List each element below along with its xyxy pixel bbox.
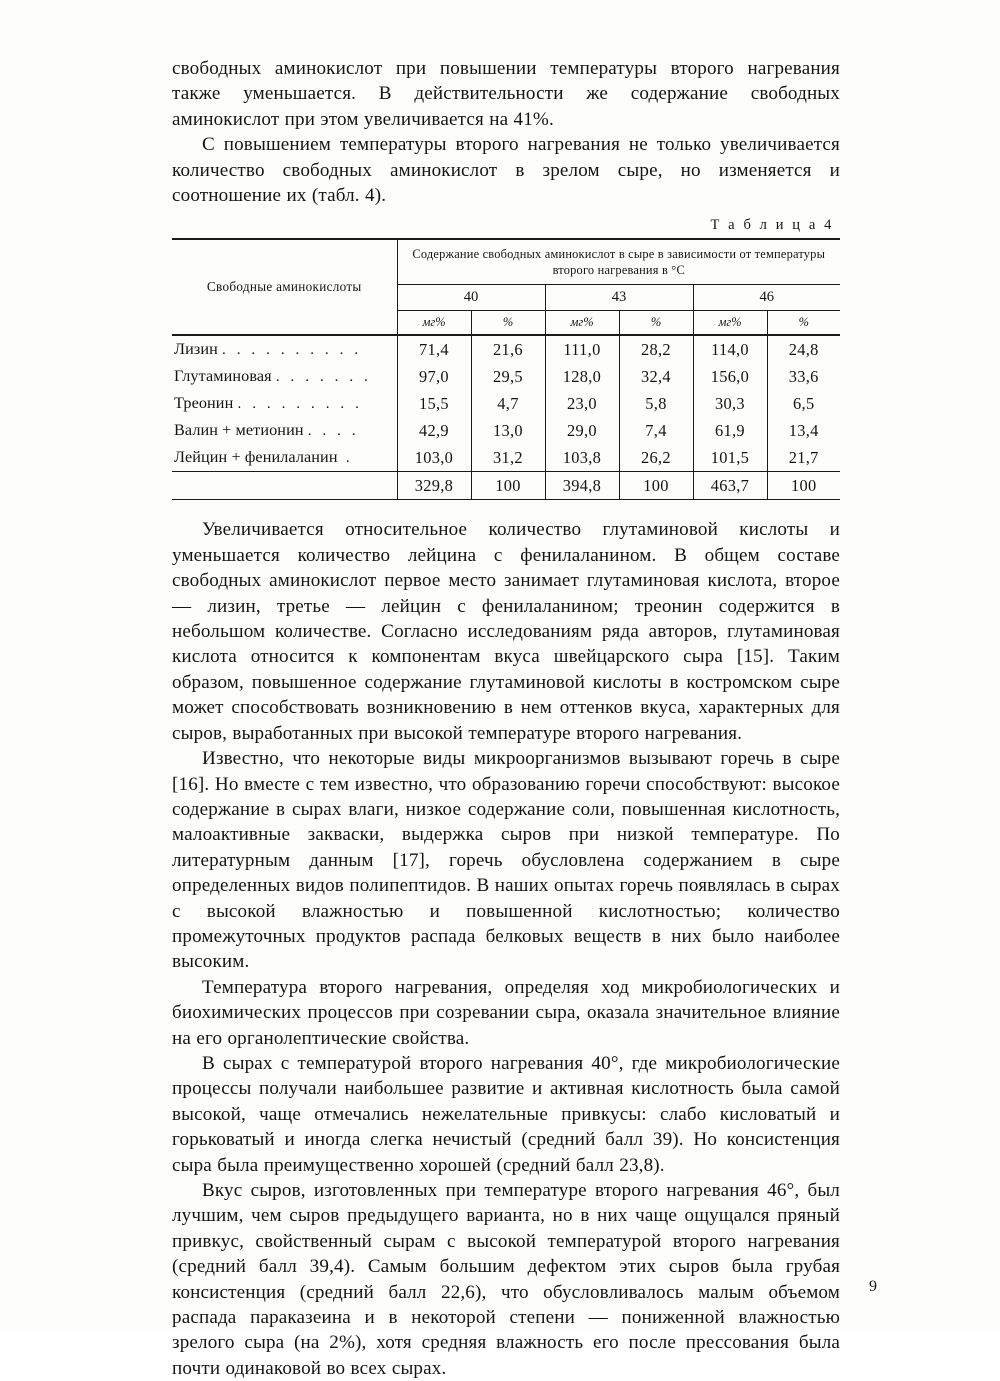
paragraph-discussion-4: В сырах с температурой второго нагревания 40°, где микробиологические процессы получали наибольшее развитие и активная кислотность была самой высокой, чаще отмечались нежелательные привкусы: слабо кисловатый и горьковатый и иногда слегка нечистый (средний балл 39). Но консистенция сыра была преимущественно хорошей (средний балл 23,8). xyxy=(172,1052,840,1176)
row-label-cell xyxy=(172,390,397,417)
unit-header-5: % xyxy=(767,311,840,336)
row-label-text: Валин + метионин xyxy=(174,421,304,440)
total-label-cell xyxy=(172,472,397,500)
row-label-cell xyxy=(172,417,397,444)
total-value: 463,7 xyxy=(693,472,767,500)
page-content xyxy=(172,56,840,1381)
cell-value: 23,0 xyxy=(545,390,619,417)
table-row xyxy=(172,363,840,390)
cell-value: 30,3 xyxy=(693,390,767,417)
cell-value: 21,7 xyxy=(767,444,840,472)
cell-value: 26,2 xyxy=(619,444,693,472)
total-value: 100 xyxy=(767,472,840,500)
cell-value: 28,2 xyxy=(619,335,693,363)
cell-value: 103,8 xyxy=(545,444,619,472)
cell-value: 103,0 xyxy=(397,444,471,472)
cell-value: 97,0 xyxy=(397,363,471,390)
cell-value: 111,0 xyxy=(545,335,619,363)
paragraph-discussion-2: Известно, что некоторые виды микроорганизмов вызывают горечь в сыре [16]. Но вместе с тем известно, что образованию горечи способствуют: высокое содержание в сырах влаги, низкое содержание соли, повышенная кислотность, малоактивные закваски, выдержка сыров при низкой температуре. По литературным данным [17], горечь обусловлена содержанием в сыре определенных видов полипептидов. В наших опытах горечь появлялась в сырах с высокой влажностью и повышенной кислотностью; количество промежуточных продуктов распада белковых веществ в них было наиболее высоким. xyxy=(172,748,840,973)
cell-value: 7,4 xyxy=(619,417,693,444)
temp-header-40: 40 xyxy=(397,285,545,311)
row-label-text: Глутаминовая xyxy=(174,367,272,386)
unit-header-4: мг% xyxy=(693,311,767,336)
dot-leader: . . . . . . . . . . xyxy=(222,342,362,359)
cell-value: 29,5 xyxy=(471,363,545,390)
table-span-header: Содержание свободных аминокислот в сыре в зависимости от температуры второго нагревания в °С xyxy=(397,240,840,285)
row-label-text: Лизин xyxy=(174,340,218,359)
cell-value: 128,0 xyxy=(545,363,619,390)
table-row xyxy=(172,335,840,363)
amino-acid-table xyxy=(172,238,840,500)
dot-leader: . . . . . . . xyxy=(275,369,372,386)
total-value: 100 xyxy=(471,472,545,500)
total-value: 100 xyxy=(619,472,693,500)
unit-header-1: % xyxy=(471,311,545,336)
cell-value: 32,4 xyxy=(619,363,693,390)
row-label-cell xyxy=(172,363,397,390)
cell-value: 31,2 xyxy=(471,444,545,472)
table-header-span-row xyxy=(172,240,840,285)
cell-value: 5,8 xyxy=(619,390,693,417)
dot-leader: . . . . . . . . . xyxy=(237,396,363,413)
paragraph-discussion-3: Температура второго нагревания, определяя ход микробиологических и биохимических процессов при созревании сыра, оказала значительное влияние на его органолептические свойства. xyxy=(172,976,840,1049)
discussion-text-block xyxy=(172,517,840,1381)
paragraph-discussion-5: Вкус сыров, изготовленных при температуре второго нагревания 46°, был лучшим, чем сыров предыдущего варианта, но в них чаще ощущался пряный привкус, свойственный сырам с высокой температурой второго нагревания (средний балл 39,4). Самым большим дефектом этих сыров была грубая консистенция (средний балл 22,6), что обусловливалось малым объемом распада параказеина и в некоторой степени — пониженной влажностью зрелого сыра (на 2%), хотя средняя влажность его после прессования была почти одинаковой во всех сырах. xyxy=(172,1180,840,1379)
total-value: 394,8 xyxy=(545,472,619,500)
table-row xyxy=(172,390,840,417)
row-label-text: Лейцин + фенилаланин xyxy=(174,448,338,467)
paragraph-discussion-1: Увеличивается относительное количество глутаминовой кислоты и уменьшается количество лейцина с фенилаланином. В общем составе свободных аминокислот первое место занимает глутаминовая кислота, второе — лизин, третье — лейцин с фенилаланином; треонин содержится в небольшом количестве. Согласно исследованиям ряда авторов, глутаминовая кислота относится к компонентам вкуса швейцарского сыра [15]. Таким образом, повышенное содержание глутаминовой кислоты в костромском сыре может способствовать возникновению в нем оттенков вкуса, характерных для сыров, выработанных при высокой температуре второго нагревания. xyxy=(172,519,840,744)
page-number: 9 xyxy=(869,1278,878,1295)
cell-value: 13,0 xyxy=(471,417,545,444)
cell-value: 101,5 xyxy=(693,444,767,472)
row-label-text: Треонин xyxy=(174,394,234,413)
table-row xyxy=(172,417,840,444)
cell-value: 21,6 xyxy=(471,335,545,363)
cell-value: 42,9 xyxy=(397,417,471,444)
cell-value: 13,4 xyxy=(767,417,840,444)
temp-header-46: 46 xyxy=(693,285,840,311)
cell-value: 156,0 xyxy=(693,363,767,390)
cell-value: 29,0 xyxy=(545,417,619,444)
paragraph-intro-2: С повышением температуры второго нагревания не только увеличивается количество свободных аминокислот в зрелом сыре, но изменяется и соотношение их (табл. 4). xyxy=(172,134,840,207)
paragraph-intro-1: свободных аминокислот при повышении температуры второго нагревания также уменьшается. В действительности же содержание свободных аминокислот при этом увеличивается на 41%. xyxy=(172,58,840,130)
unit-header-2: мг% xyxy=(545,311,619,336)
intro-text-block xyxy=(172,56,840,208)
unit-header-0: мг% xyxy=(397,311,471,336)
table-bottom-rule xyxy=(172,500,840,501)
table-stub-header: Свободные аминокислоты xyxy=(206,279,362,295)
dot-leader: . xyxy=(345,450,354,467)
table-caption: Т а б л и ц а 4 xyxy=(710,217,834,234)
cell-value: 33,6 xyxy=(767,363,840,390)
cell-value: 4,7 xyxy=(471,390,545,417)
temp-header-43: 43 xyxy=(545,285,693,311)
cell-value: 24,8 xyxy=(767,335,840,363)
table-row xyxy=(172,444,840,472)
cell-value: 61,9 xyxy=(693,417,767,444)
row-label-cell xyxy=(172,335,397,363)
dot-leader: . . . . xyxy=(307,423,360,440)
cell-value: 6,5 xyxy=(767,390,840,417)
cell-value: 114,0 xyxy=(693,335,767,363)
unit-header-3: % xyxy=(619,311,693,336)
table-total-row xyxy=(172,472,840,500)
cell-value: 15,5 xyxy=(397,390,471,417)
total-value: 329,8 xyxy=(397,472,471,500)
cell-value: 71,4 xyxy=(397,335,471,363)
row-label-cell xyxy=(172,444,397,472)
